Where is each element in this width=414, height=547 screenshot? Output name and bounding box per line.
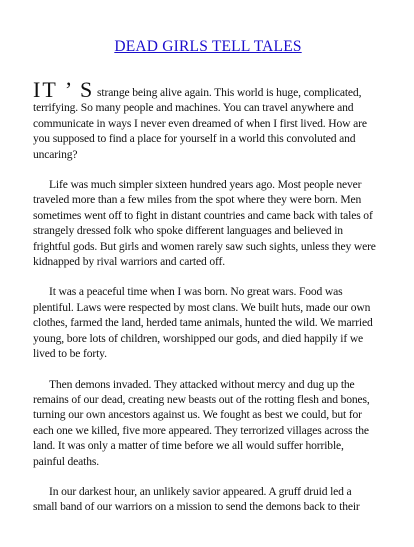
paragraph-line: plentiful. Laws were respected by most clans. We built huts, made our own bbox=[33, 300, 371, 314]
paragraph-line: In our darkest hour, an unlikely savior appeared. A gruff druid led a bbox=[49, 484, 352, 498]
paragraph-line: you supposed to find a place for yourself in a world this convoluted and bbox=[33, 132, 356, 146]
paragraph-1-line-1 bbox=[33, 77, 383, 102]
paragraph-line: lived to be forty. bbox=[33, 347, 107, 361]
paragraph-line: uncaring? bbox=[33, 147, 78, 161]
paragraph-line: Then demons invaded. They attacked without mercy and dug up the bbox=[49, 377, 355, 391]
drop-cap: IT ’ S bbox=[33, 77, 95, 102]
paragraph-line: frightful gods. But girls and women rarely saw such sights, unless they were bbox=[33, 239, 376, 253]
paragraph-line: remains of our dead, creating new beasts out of the rotting flesh and bones, bbox=[33, 392, 370, 406]
chapter-title-link[interactable]: DEAD GIRLS TELL TALES bbox=[114, 38, 302, 55]
paragraph-text: strange being alive again. This world is huge, complicated, bbox=[94, 86, 362, 99]
paragraph-line: clothes, farmed the land, herded tame animals, hunted the wild. We married bbox=[33, 316, 373, 330]
paragraph-4 bbox=[33, 377, 383, 469]
paragraph-line: Life was much simpler sixteen hundred years ago. Most people never bbox=[49, 178, 362, 192]
paragraph-line: young, bore lots of children, worshipped our gods, and died happily if we bbox=[33, 331, 364, 345]
document-page bbox=[33, 0, 383, 515]
paragraph-line: turning our own ancestors against us. We fought as best we could, but for bbox=[33, 408, 362, 422]
paragraph-5 bbox=[33, 484, 383, 515]
paragraph-line: small band of our warriors on a mission to send the demons back to their bbox=[33, 500, 360, 514]
paragraph-2 bbox=[33, 177, 383, 269]
paragraph-line: sometimes went off to fight in distant countries and came back with tales of bbox=[33, 208, 373, 222]
paragraph-line: It was a peaceful time when I was born. No great wars. Food was bbox=[49, 285, 343, 299]
paragraph-3 bbox=[33, 284, 383, 361]
paragraph-1 bbox=[33, 77, 383, 162]
paragraph-line: each one we killed, five more appeared. They terrorized villages across the bbox=[33, 423, 369, 437]
paragraph-line: communicate in ways I never even dreamed of when I first lived. How are bbox=[33, 116, 367, 130]
paragraph-line: traveled more than a few miles from the spot where they were born. Men bbox=[33, 193, 362, 207]
paragraph-line: terrifying. So many people and machines. You can travel anywhere and bbox=[33, 101, 354, 115]
paragraph-line: land. It was only a matter of time before we all would suffer horrible, bbox=[33, 439, 344, 453]
paragraph-line: strangely dressed folk who spoke different languages and believed in bbox=[33, 224, 343, 238]
paragraph-line: painful deaths. bbox=[33, 454, 100, 468]
paragraph-line: kidnapped by rival warriors and carted off. bbox=[33, 255, 225, 269]
